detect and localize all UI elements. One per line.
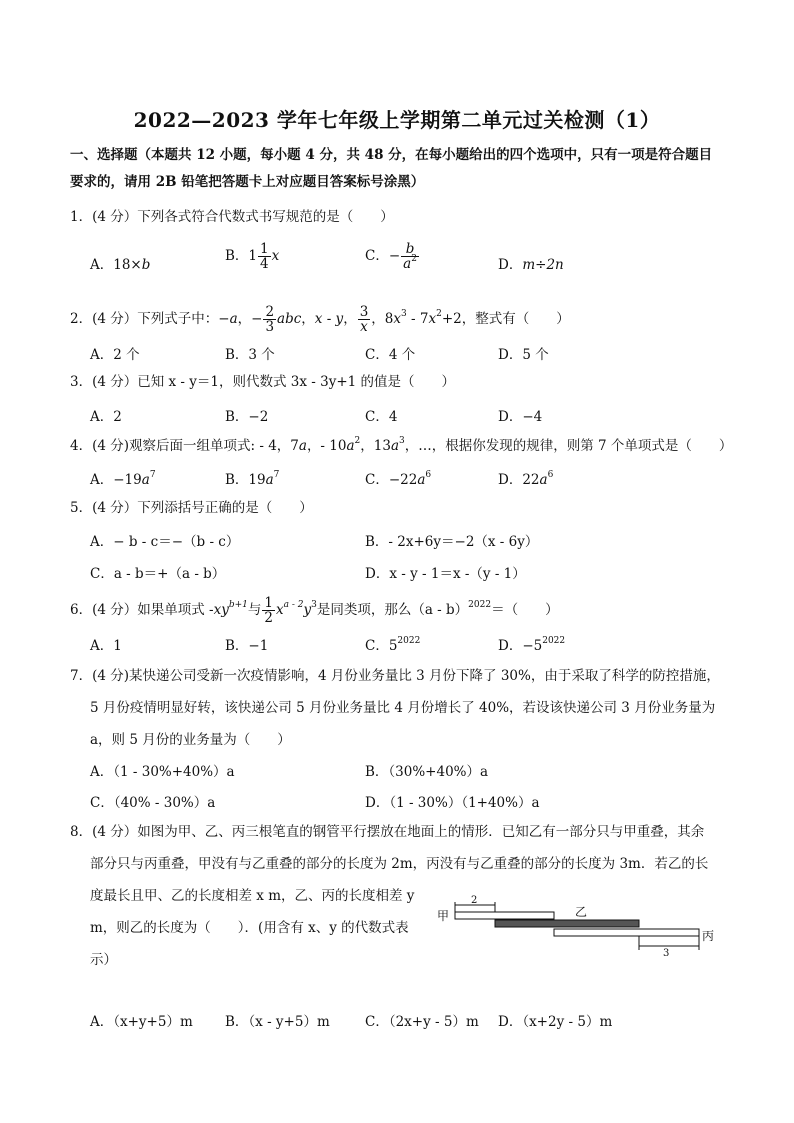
- q4-sep: ，- 10: [306, 438, 347, 454]
- q2-sep: ，: [301, 311, 315, 327]
- q6-option-c-text: C．5: [365, 638, 398, 654]
- q4-option-d-text: D．22: [498, 472, 540, 488]
- q2-xy: x - y: [314, 311, 344, 327]
- q4-var: a: [539, 472, 548, 488]
- exponent: 2022: [542, 636, 566, 646]
- q4-stem-pre: 4．(4 分)观察后面一组单项式: - 4，7: [70, 438, 299, 454]
- label-yi: 乙: [575, 905, 588, 919]
- q8-line3: 度最长且甲、乙的长度相差 x m，乙、丙的长度相差 y: [90, 888, 415, 904]
- fraction-numerator: b: [401, 242, 419, 257]
- q4-option-a[interactable]: [90, 468, 156, 488]
- exponent: 2: [436, 309, 442, 319]
- q5-option-d[interactable]: D．x - y - 1＝x -（y - 1）: [365, 566, 526, 582]
- q6-y: y: [303, 602, 312, 618]
- q4-var: a: [390, 438, 400, 454]
- q8-option-c[interactable]: C．（2x+y - 5）m: [365, 1014, 479, 1030]
- q4-option-a-text: A．−19: [90, 472, 142, 488]
- q2-option-b[interactable]: B．3 个: [225, 347, 275, 363]
- fraction-numerator: 1: [260, 241, 269, 257]
- q1-option-c[interactable]: [365, 242, 420, 271]
- q1-option-c-fraction: [401, 242, 419, 271]
- q7-line1: 7．(4 分)某快递公司受新一次疫情影响，4 月份业务量比 3 月份下降了 30%，由于采取了科学的防控措施，: [70, 668, 720, 684]
- label-jia: 甲: [437, 909, 450, 923]
- exponent: 7: [273, 470, 280, 480]
- fraction-numerator: 3: [359, 304, 369, 320]
- q7-option-d[interactable]: D．（1 - 30%）（1+40%）a: [365, 795, 540, 811]
- q4-option-b[interactable]: [225, 468, 279, 488]
- section-heading-line2: 要求的，请用 2B 铅笔把答题卡上对应题目答案标号涂黑）: [70, 174, 425, 190]
- fraction-denominator: 2: [264, 610, 273, 626]
- q6-tail: 是同类项，那么（a - b）: [316, 602, 469, 618]
- q2-x: x: [428, 311, 437, 327]
- exponent: 2: [354, 436, 361, 446]
- q1-option-b-text: B．1: [225, 248, 258, 264]
- q1-option-c-text: C．−: [365, 248, 401, 264]
- section-heading-line1: 一、选择题（本题共 12 小题，每小题 4 分，共 48 分，在每小题给出的四个选项中，只有一项是符合题目: [70, 147, 713, 163]
- q3-option-c[interactable]: C．4: [365, 409, 398, 425]
- q6-tail2: ＝（ ）: [491, 602, 559, 618]
- question-4-stem: [70, 436, 733, 456]
- label-bing: 丙: [702, 929, 715, 943]
- q8-option-d[interactable]: D．（x+2y - 5）m: [498, 1014, 613, 1030]
- q4-sep: ，13: [360, 438, 391, 454]
- q2-var-a: a: [229, 311, 238, 327]
- q7-option-b[interactable]: B．（30%+40%）a: [365, 764, 489, 780]
- q8-line5: 示）: [90, 952, 117, 968]
- q8-line1: 8．(4 分）如图为甲、乙、丙三根笔直的钢管平行摆放在地面上的情形．已知乙有一部分只与甲重叠，其余: [70, 824, 705, 840]
- q2-stem-pre: 2．(4 分）下列式子中：−: [70, 311, 230, 327]
- question-5-stem: 5．(4 分）下列添括号正确的是（ ）: [70, 500, 313, 516]
- question-3-stem: 3．(4 分）已知 x - y＝1，则代数式 3x - 3y+1 的值是（ ）: [70, 374, 456, 390]
- question-6-stem: [70, 596, 730, 625]
- q2-mid: - 7: [406, 311, 429, 327]
- q4-option-c-text: C．−22: [365, 472, 418, 488]
- q2-sep: ，8: [371, 311, 394, 327]
- fraction-numerator: 1: [264, 595, 273, 611]
- q2-option-a[interactable]: A．2 个: [90, 347, 140, 363]
- q6-xy: xy: [213, 602, 229, 618]
- pipe-yi: [495, 920, 639, 927]
- exponent: 2022: [397, 636, 421, 646]
- q1-option-d[interactable]: [498, 253, 564, 273]
- q4-option-d[interactable]: [498, 468, 553, 488]
- q6-option-b[interactable]: B．−1: [225, 638, 269, 654]
- exponent: b+1: [228, 600, 248, 610]
- q6-option-c[interactable]: [365, 634, 420, 654]
- q8-option-b[interactable]: B．（x - y+5）m: [225, 1014, 330, 1030]
- q4-var: a: [298, 438, 307, 454]
- q2-option-c[interactable]: C．4 个: [365, 347, 416, 363]
- q4-tail: ，…，根据你发现的规律，则第 7 个单项式是（ ）: [404, 438, 733, 454]
- fraction-denominator: 3: [265, 319, 275, 335]
- q1-option-d-text: D．: [498, 257, 523, 273]
- steel-pipes-diagram: [435, 890, 725, 960]
- q2-abc: abc: [277, 311, 302, 327]
- exponent: 2022: [468, 600, 492, 610]
- exponent: a - 2: [283, 600, 304, 610]
- q1-option-b[interactable]: [225, 242, 279, 271]
- q3-option-b[interactable]: B．−2: [225, 409, 269, 425]
- q2-fraction-2: [358, 305, 371, 334]
- fraction-numerator: 2: [265, 304, 275, 320]
- q1-option-b-fraction: [258, 242, 271, 271]
- q6-option-d-text: D．−5: [498, 638, 543, 654]
- q6-x: x: [275, 602, 284, 618]
- pipe-jia: [455, 912, 554, 919]
- q2-tail: +2，整式有（ ）: [441, 311, 570, 327]
- q2-x: x: [393, 311, 401, 327]
- page-title: 2022—2023 学年七年级上学期第二单元过关检测（1）: [133, 108, 661, 132]
- exponent: 6: [425, 470, 432, 480]
- q7-option-c[interactable]: C．（40% - 30%）a: [90, 795, 216, 811]
- q1-option-b-var: x: [271, 248, 280, 264]
- q4-option-b-text: B．19: [225, 472, 266, 488]
- q6-fraction: [262, 596, 275, 625]
- q8-option-a[interactable]: A．（x+y+5）m: [90, 1014, 193, 1030]
- question-7-stem: [70, 660, 735, 756]
- q7-line2: 5 月份疫情明显好转，该快递公司 5 月份业务量比 4 月份增长了 40%，若设该快递公司 3 月份业务量为: [90, 700, 716, 716]
- q5-option-c[interactable]: C．a - b＝+（a - b）: [90, 566, 226, 582]
- q6-option-a[interactable]: A．1: [90, 638, 122, 654]
- q4-option-c[interactable]: [365, 468, 431, 488]
- q4-var: a: [417, 472, 426, 488]
- q1-option-a-text: A．18×: [90, 257, 142, 273]
- q4-var: a: [265, 472, 274, 488]
- pipe-bing: [554, 929, 699, 936]
- fraction-denominator: 4: [260, 256, 269, 272]
- q5-option-a[interactable]: A．− b - c＝−（b - c）: [90, 534, 240, 550]
- q6-mid: 与: [247, 602, 262, 618]
- q6-pre: 6．(4 分）如果单项式 -: [70, 602, 214, 618]
- exponent: 2: [411, 254, 417, 264]
- question-2-stem: [70, 305, 730, 334]
- q4-var: a: [346, 438, 355, 454]
- exponent: 6: [547, 470, 554, 480]
- q1-option-d-expr: m÷2n: [522, 257, 564, 273]
- fraction-denominator: x: [360, 319, 368, 335]
- exponent: 7: [149, 470, 156, 480]
- q3-option-a[interactable]: A．2: [90, 409, 122, 425]
- exponent: 3: [399, 436, 405, 446]
- fraction-denominator: a: [403, 256, 412, 272]
- q3-option-d[interactable]: D．−4: [498, 409, 543, 425]
- section-heading: [70, 142, 730, 196]
- question-1-stem: 1．(4 分）下列各式符合代数式书写规范的是（ ）: [70, 209, 394, 225]
- q2-sep: ，−: [237, 311, 263, 327]
- q1-option-a[interactable]: [90, 253, 150, 273]
- q4-var: a: [141, 472, 150, 488]
- dim-label-2: 2: [471, 895, 478, 906]
- dim-label-3: 3: [663, 948, 670, 959]
- q2-sep: ，: [343, 311, 357, 327]
- q5-option-b[interactable]: B．- 2x+6y＝−2（x - 6y）: [365, 534, 539, 550]
- exponent: 3: [311, 600, 317, 610]
- q2-option-d[interactable]: D．5 个: [498, 347, 549, 363]
- q2-fraction-1: [263, 305, 276, 334]
- q7-line3: a，则 5 月份的业务量为（ ）: [90, 732, 291, 748]
- q8-line2: 部分只与丙重叠，甲没有与乙重叠的部分的长度为 2m，丙没有与乙重叠的部分的长度为 3m．若乙的长: [90, 856, 709, 872]
- exponent: 3: [401, 309, 407, 319]
- q7-option-a[interactable]: A．（1 - 30%+40%）a: [90, 764, 235, 780]
- q8-line4: m，则乙的长度为（ ）．(用含有 x、y 的代数式表: [90, 920, 409, 936]
- q6-option-d[interactable]: [498, 634, 565, 654]
- q1-option-a-var: b: [141, 257, 151, 273]
